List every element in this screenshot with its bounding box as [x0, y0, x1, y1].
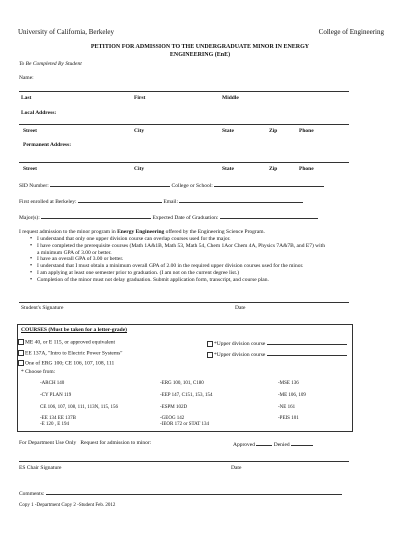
course-list-item: -IEOR 172 or STAT 134: [160, 422, 209, 427]
name-label: Name:: [19, 75, 34, 81]
course-list-item: -EE 134 EE 137B: [40, 416, 76, 421]
sid-row: [19, 181, 324, 189]
student-signature-label: Student's Signature: [21, 305, 64, 311]
request-conditions: [29, 236, 327, 284]
condition-item: • I understand that only one upper division course can overlap courses used for the major.: [29, 236, 327, 243]
course-list-item: -EEP 147, C151, 153, 154: [160, 393, 213, 398]
sid-label: SID Number:: [19, 183, 49, 189]
local-phone-label: Phone: [299, 128, 314, 134]
name-field[interactable]: [19, 91, 349, 92]
course-option-me40[interactable]: ME 40, or E 115, or approved equivalent: [18, 339, 115, 345]
department-use-label: For Department Use Only: [19, 440, 77, 446]
denied-input[interactable]: [291, 440, 313, 446]
perm-city-label: City: [134, 166, 145, 172]
es-chair-date-label: Date: [231, 465, 242, 471]
request-intro: I request admission to the minor program in Energy Engineering offered by the Engineering Science Program.: [19, 229, 265, 235]
perm-street-label: Street: [23, 166, 37, 172]
course-list-item: -ERG 100, 101, C180: [160, 381, 204, 386]
course-list-item: -ME 106, 109: [278, 393, 306, 398]
upper1-checkbox[interactable]: [207, 341, 213, 347]
email-input[interactable]: [179, 197, 303, 203]
form-title-line1: PETITION FOR ADMISSION TO THE UNDERGRADUATE MINOR IN ENERGY: [90, 44, 310, 50]
last-label: Last: [21, 95, 32, 101]
upper2-input[interactable]: [267, 350, 347, 356]
perm-state-label: State: [222, 166, 234, 172]
department-use-row: [19, 440, 151, 446]
upper-division-1[interactable]: *Upper division course: [207, 339, 347, 347]
college-name: College of Engineering: [318, 28, 384, 36]
local-address-label: Local Address:: [21, 110, 57, 116]
student-signature-field[interactable]: [19, 302, 349, 303]
majors-row: [19, 213, 318, 221]
condition-item: • Completion of the minor must not delay graduation. Submit application form, transcript, and course plan.: [29, 277, 327, 284]
email-label: Email:: [163, 199, 179, 205]
course-list-item: -NE 161: [278, 405, 296, 410]
permanent-address-label: Permanent Address:: [23, 142, 72, 148]
expected-graduation-input[interactable]: [220, 213, 318, 219]
course-list-item: -ESPM 102D: [160, 405, 188, 410]
local-address-field[interactable]: [19, 124, 349, 125]
perm-zip-label: Zip: [269, 166, 278, 172]
local-street-label: Street: [23, 128, 37, 134]
approved-input[interactable]: [256, 440, 272, 446]
es-chair-signature-field[interactable]: [19, 461, 349, 462]
erg100-checkbox[interactable]: [18, 360, 24, 366]
local-zip-label: Zip: [269, 128, 278, 134]
copy-footer: Copy 1 -Department Copy 2 -Student Feb. 2012: [19, 503, 116, 508]
condition-item: • I am applying at least one semester prior to graduation. (I am not on the current degree list.): [29, 270, 327, 277]
local-city-label: City: [134, 128, 145, 134]
course-list-item: -E 120 , E 194: [40, 422, 70, 427]
form-title-line2: ENGINEERING (EnE): [169, 52, 231, 58]
permanent-address-field[interactable]: [19, 162, 349, 163]
approved-label: Approved: [233, 442, 255, 448]
middle-label: Middle: [222, 95, 239, 101]
course-list-item: -PEIS 101: [278, 416, 299, 421]
perm-phone-label: Phone: [299, 166, 314, 172]
college-school-label: College or School:: [171, 183, 213, 189]
decision-row: [233, 440, 313, 448]
condition-item: • I have an overall GPA of 3.00 or better.: [29, 256, 327, 263]
upper-division-2[interactable]: *Upper division course: [207, 350, 347, 358]
upper2-checkbox[interactable]: [207, 352, 213, 358]
course-list-item: -GEOG 142: [160, 416, 185, 421]
es-chair-signature-label: ES Chair Signature: [19, 465, 62, 471]
college-school-input[interactable]: [214, 181, 324, 187]
course-option-erg100[interactable]: One of ERG 100; CE 106, 107, 108, 111: [18, 360, 114, 366]
me40-checkbox[interactable]: [18, 339, 24, 345]
local-state-label: State: [222, 128, 234, 134]
university-name: University of California, Berkeley: [18, 28, 115, 36]
condition-item: • I understand that I must obtain a minimum overall GPA of 2.00 in the required upper division courses used for the minor.: [29, 263, 327, 270]
first-label: First: [134, 95, 146, 101]
choose-from-label: * Choose from:: [21, 369, 56, 375]
majors-input[interactable]: [41, 213, 151, 219]
first-enrolled-label: First enrolled at Berkeley:: [19, 199, 77, 205]
sid-input[interactable]: [50, 181, 170, 187]
expected-graduation-label: Expected Date of Graduation:: [152, 215, 219, 221]
course-option-ee137a[interactable]: EE 137A, "Intro to Electric Power Systems": [18, 350, 123, 356]
request-admission-label: Request for admission to minor:: [80, 440, 152, 446]
comments-row: [19, 489, 342, 497]
course-list-item: -ARCH 140: [40, 381, 65, 386]
enrolled-row: [19, 197, 303, 205]
denied-label: Denied: [273, 442, 290, 448]
upper1-input[interactable]: [267, 339, 347, 345]
ee137a-checkbox[interactable]: [18, 350, 24, 356]
majors-label: Major(s):: [19, 215, 40, 221]
condition-item: • I have completed the prerequisite courses (Math 1A&1B, Math 53, Math 54, Chem 1Aor Chem 4A, Physics 7A&7B, and E7) with a minimum GPA of 3.00 or better.: [29, 243, 327, 257]
first-enrolled-input[interactable]: [78, 197, 162, 203]
course-list-item: -MSE 136: [278, 381, 299, 386]
course-list-item: CE 106, 107, 108, 111, 113N, 115, 156: [40, 405, 119, 410]
courses-heading: COURSES (Must be taken for a letter-grade): [21, 327, 128, 333]
student-note: To Be Completed By Student: [19, 61, 82, 67]
comments-label: Comments:: [19, 491, 45, 497]
comments-input[interactable]: [46, 489, 342, 495]
student-date-label: Date: [235, 305, 246, 311]
course-list-item: -CY PLAN 119: [40, 393, 72, 398]
